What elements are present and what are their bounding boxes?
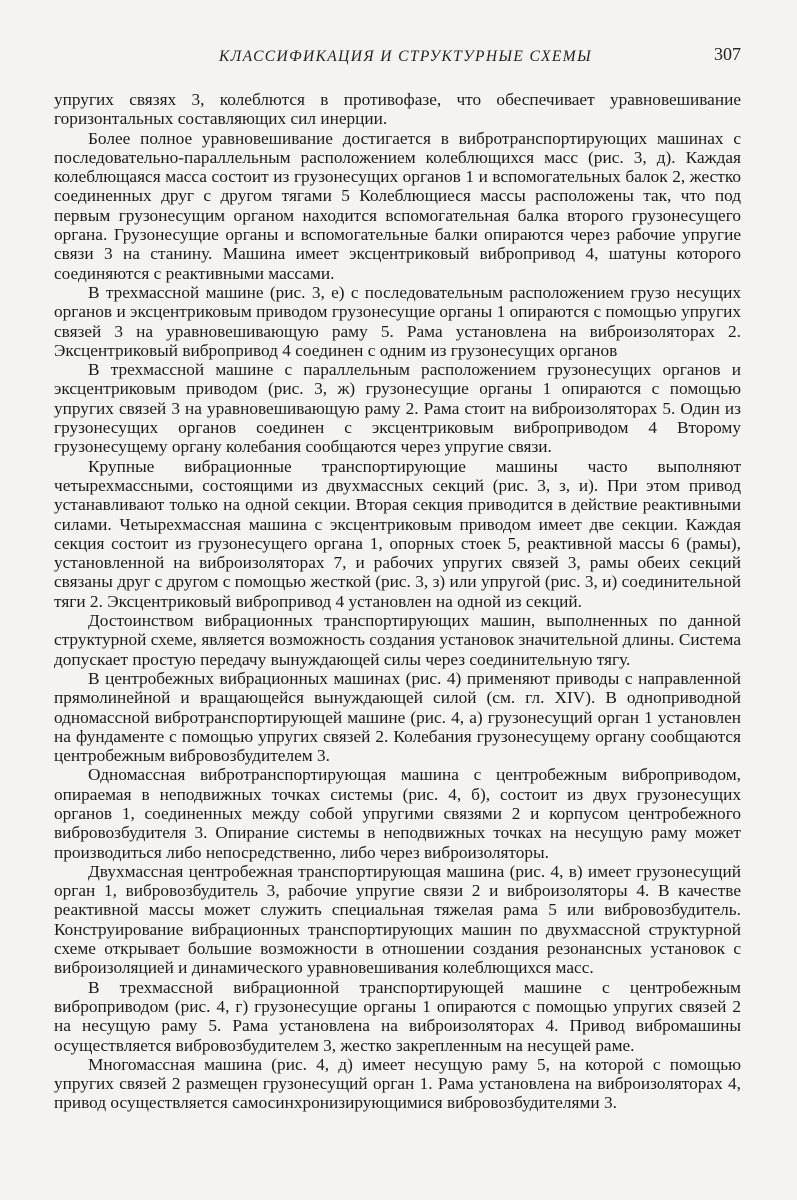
paragraph-centrifugal-machines: В центробежных вибрационных машинах (рис. 4) применяют приводы с направленной прямолинейной и вращающейся вынуждающей силой (см. гл. XIV). В одноприводной одномассной вибротранспортирующей машине (рис. 4, а) грузонесущий орган 1 установлен на фундаменте с помощью упругих связей 2. Колебания грузонесущему органу сообщаются центробежным вибровозбудителем 3. (54, 668, 741, 766)
paragraph-three-mass-sequential: В трехмассной машине (рис. 3, е) с последовательным расположением грузо несущих органов и эксцентриковым приводом грузонесущие органы 1 опираются с помощью упругих связей 3 на уравновешивающую раму 5. Рама установлена на виброизоляторах 2. Эксцентриковый вибропривод 4 соединен с одним из грузонесущих органов (54, 282, 741, 360)
paragraph-three-mass-centrifugal: В трехмассной вибрационной транспортирующей машине с центробежным виброприводом (рис. 4, г) грузонесущие органы 1 опираются с помощью упругих связей 2 на несущую раму 5. Рама установлена на виброизоляторах 4. Привод вибромашины осуществляется вибровозбудителем 3, жестко закрепленным на несущей раме. (54, 977, 741, 1055)
paragraph-two-mass-centrifugal: Двухмассная центробежная транспортирующая машина (рис. 4, в) имеет грузонесущий орган 1, вибровозбудитель 3, рабочие упругие связи 2 и виброизоляторы 4. В качестве реактивной массы может служить специальная тяжелая рама 5 или вибровозбудитель. Конструирование вибрационных транспортирующих машин по двухмассной структурной схеме открывает большие возможности в отношении создания резонансных установок с виброизоляцией и динамического уравновешивания колеблющихся масс. (54, 861, 741, 978)
paragraph-three-mass-parallel: В трехмассной машине с параллельным расположением грузонесущих органов и эксцентриковым приводом (рис. 3, ж) грузонесущие органы 1 опираются с помощью упругих связей 3 на уравновешивающую раму 2. Рама стоит на виброизоляторах 5. Один из грузонесущих органов соединен с эксцентриковым виброприводом 4 Второму грузонесущему органу колебания сообщаются через упругие связи. (54, 360, 741, 457)
paragraph-series-parallel-masses: Более полное уравновешивание достигается в вибротранспортирующих машинах с последовательно-параллельным расположением колеблющихся масс (рис. 3, д). Каждая колеблющаяся масса состоит из грузонесущих органов 1 и вспомогательных балок 2, жестко соединенных друг с другом тягами 5 Колеблющиеся массы расположены так, что под первым грузонесущим органом находится вспомогательная балка второго грузонесущего органа. Грузонесущие органы и вспомогательные балки опираются через рабочие упругие связи 3 на станину. Машина имеет эксцентриковый вибропривод 4, шатуны которого соединяются с реактивными массами. (54, 128, 741, 283)
paragraph-continuation: упругих связях 3, колеблются в противофазе, что обеспечивает уравновешивание горизонтальных составляющих сил инерции. (54, 90, 741, 129)
paragraph-advantages: Достоинством вибрационных транспортирующих машин, выполненных по данной структурной схеме, является возможность создания установок значительной длины. Система допускает простую передачу вынуждающей силы через соединительную тягу. (54, 611, 741, 669)
page-number: 307 (714, 44, 741, 64)
body-text (54, 90, 741, 1113)
running-header (54, 38, 741, 72)
paragraph-one-mass-centrifugal: Одномассная вибротранспортирующая машина с центробежным виброприводом, опираемая в неподвижных точках системы (рис. 4, б), состоит из двух грузонесущих органов 1, соединенных между собой упругими связями 2 и корпусом центробежного вибровозбудителя 3. Опирание системы в неподвижных точках на несущую раму может производиться либо непосредственно, либо через виброизоляторы. (54, 765, 741, 862)
paragraph-multi-mass-machine: Многомассная машина (рис. 4, д) имеет несущую раму 5, на которой с помощью упругих связей 2 размещен грузонесущий орган 1. Рама установлена на виброизоляторах 4, привод осуществляется самосинхронизирующимися вибровозбудителями 3. (54, 1054, 741, 1113)
running-header-title: КЛАССИФИКАЦИЯ И СТРУКТУРНЫЕ СХЕМЫ (219, 48, 593, 65)
paragraph-four-mass-machines: Крупные вибрационные транспортирующие машины часто выполняют четырехмассными, состоящими из двухмассных секций (рис. 3, з, и). При этом привод устанавливают только на одной секции. Вторая секция приводится в действие реактивными силами. Четырехмассная машина с эксцентриковым приводом имеет две секции. Каждая секция состоит из грузонесущего органа 1, опорных стоек 5, реактивной массы 6 (рамы), установленной на виброизоляторах 7, и рабочих упругих связей 3, рамы обеих секций связаны друг с другом с помощью жесткой (рис. 3, з) или упругой (рис. 3, и) соединительной тяги 2. Эксцентриковый вибропривод 4 установлен на одной из секций. (54, 456, 741, 611)
